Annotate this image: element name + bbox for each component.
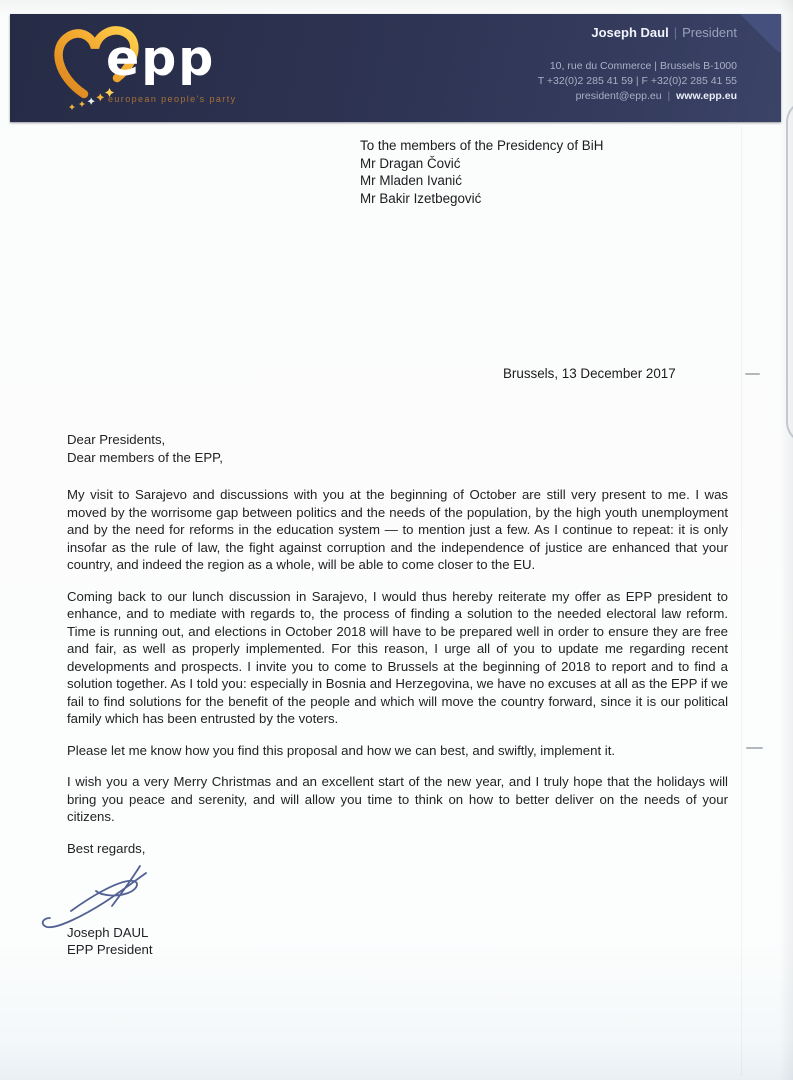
recipient-block	[360, 137, 603, 207]
president-line	[591, 25, 737, 40]
signatory	[67, 925, 728, 958]
scan-edge-shadow	[779, 0, 793, 1080]
recipient-name: Mr Bakir Izetbegović	[360, 190, 482, 206]
paragraph: I wish you a very Merry Christmas and an excellent start of the new year, and I truly hope that the holidays will bring you peace and serenity, and will allow you time to think on how to better deliver on the needs of your citizens.	[67, 774, 728, 824]
paragraph: My visit to Sarajevo and discussions with you at the beginning of October are still very present to me. I was moved by the worrisome gap between politics and the needs of the population, by the high youth unemployment and by the need for reforms in the education system — to mention just a few. As I continue to repeat: it is only insofar as the rule of law, the fight against corruption and the independence of justice are enhanced that your country, and indeed the region as a whole, will be able to come closer to the EU.	[67, 487, 728, 572]
epp-logo-tagline: european people's party	[108, 94, 237, 104]
scan-dash-mark	[746, 747, 763, 749]
separator: |	[667, 90, 671, 102]
contact-email-web	[538, 89, 737, 104]
recipient-name: Mr Dragan Čović	[360, 155, 461, 171]
scan-dash-mark	[745, 373, 760, 375]
paragraph: Please let me know how you find this proposal and how we can best, and swiftly, implement it.	[67, 742, 616, 758]
contact-email: president@epp.eu	[575, 90, 662, 102]
signature-scribble-icon	[41, 863, 173, 933]
banner-corner-accent	[731, 14, 781, 52]
salutation	[67, 431, 728, 466]
dateline: Brussels, 13 December 2017	[503, 366, 676, 381]
closing: Best regards,	[67, 840, 146, 856]
recipient-heading: To the members of the Presidency of BiH	[360, 138, 604, 153]
letterhead-banner	[10, 14, 781, 122]
contact-address: 10, rue du Commerce | Brussels B-1000	[549, 60, 737, 72]
signature-block	[67, 863, 728, 958]
salutation-line: Dear members of the EPP,	[67, 449, 223, 465]
letter-body	[67, 431, 728, 958]
contact-phone-fax: T +32(0)2 285 41 59 | F +32(0)2 285 41 55	[537, 75, 737, 87]
scan-fold-line	[741, 126, 742, 1076]
signatory-name: Joseph DAUL	[67, 925, 149, 940]
recipient-name: Mr Mladen Ivanić	[360, 173, 462, 189]
salutation-line: Dear Presidents,	[67, 432, 166, 447]
president-name: Joseph Daul	[591, 25, 669, 40]
epp-logo-text: epp	[106, 30, 216, 87]
contact-block	[538, 59, 737, 104]
paragraph: Coming back to our lunch discussion in Sarajevo, I would thus hereby reiterate my offer as EPP president to enhance, and to mediate with regards to, the process of finding a solution to the needed electoral law reform. Time is running out, and elections in October 2018 will have to be prepared well in order to ensure they are free and fair, as well as properly implemented. For this reason, I urge all of you to update me regarding recent developments and prospects. I invite you to come to Brussels at the beginning of 2018 to report and to find a solution together. As I told you: especially in Bosnia and Herzegovina, we have no excuses at all as the EPP if we fail to find solutions for the benefit of the people and which will move the country forward, since it is our political family which has been entrusted by the voters.	[67, 588, 728, 726]
signatory-title: EPP President	[67, 941, 153, 957]
contact-website: www.epp.eu	[676, 90, 737, 102]
president-title: President	[682, 25, 737, 40]
separator: |	[673, 25, 678, 40]
